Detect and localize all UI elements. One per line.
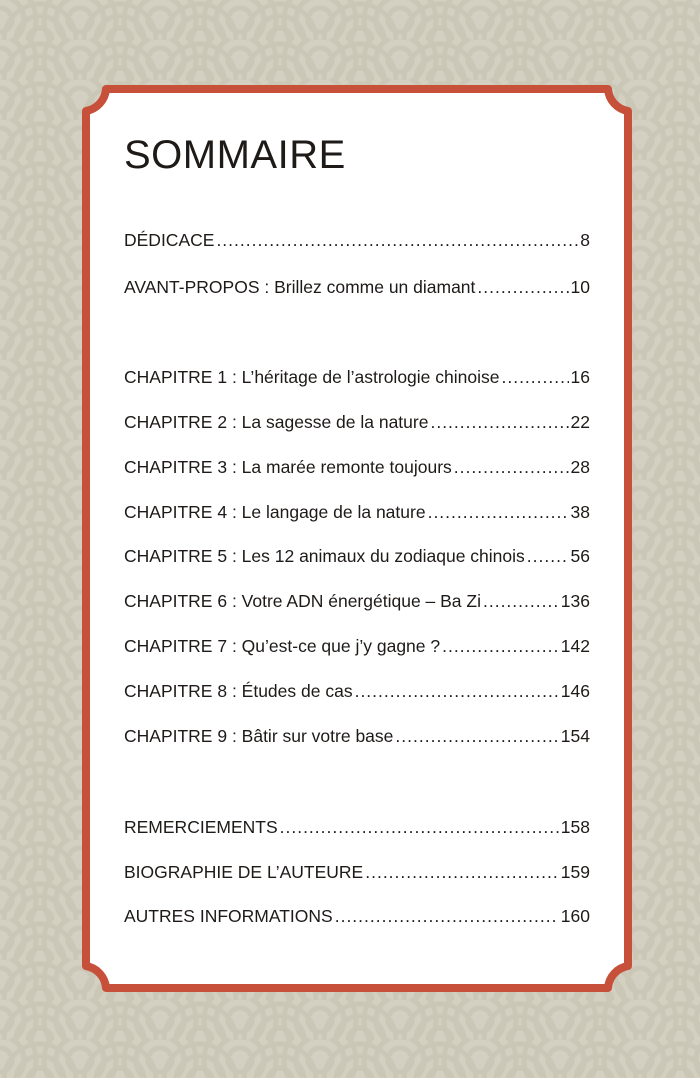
toc-entry-page: 28 xyxy=(570,457,590,477)
dot-leader xyxy=(355,681,559,702)
dot-leader xyxy=(365,862,559,883)
toc-entry-page: 22 xyxy=(570,412,590,432)
toc-entry[interactable] xyxy=(124,367,590,388)
toc-entry-label: CHAPITRE 6 : Votre ADN énergétique – Ba Zi xyxy=(124,591,481,611)
toc-entry[interactable] xyxy=(124,591,590,612)
toc-entry-label: AVANT-PROPOS : Brillez comme un diamant xyxy=(124,277,476,297)
page-title: SOMMAIRE xyxy=(124,133,346,177)
toc-entry-label: BIOGRAPHIE DE L’AUTEURE xyxy=(124,862,364,882)
toc-entry[interactable] xyxy=(124,457,590,478)
toc-entry-page: 8 xyxy=(580,230,590,250)
dot-leader xyxy=(477,277,568,298)
toc-entry-label: CHAPITRE 2 : La sagesse de la nature xyxy=(124,412,429,432)
toc-entry[interactable] xyxy=(124,502,590,523)
toc-entry-label: REMERCIEMENTS xyxy=(124,817,278,837)
dot-leader xyxy=(454,457,569,478)
dot-leader xyxy=(430,412,568,433)
toc-entry-page: 38 xyxy=(570,502,590,522)
toc-entry-label: CHAPITRE 3 : La marée remonte toujours xyxy=(124,457,452,477)
toc-entry[interactable] xyxy=(124,636,590,657)
toc-entry-page: 146 xyxy=(560,681,590,701)
toc-entry-label: CHAPITRE 5 : Les 12 animaux du zodiaque chinois xyxy=(124,546,525,566)
toc-entry-label: CHAPITRE 1 : L’héritage de l’astrologie chinoise xyxy=(124,367,500,387)
toc-entry[interactable] xyxy=(124,681,590,702)
toc-entry-page: 160 xyxy=(560,906,590,926)
toc-entry[interactable] xyxy=(124,726,590,747)
toc-entry[interactable] xyxy=(124,817,590,838)
dot-leader xyxy=(395,726,558,747)
toc-entry[interactable] xyxy=(124,277,590,298)
dot-leader xyxy=(216,230,578,251)
dot-leader xyxy=(428,502,569,523)
dot-leader xyxy=(527,546,569,567)
dot-leader xyxy=(501,367,568,388)
toc-entry[interactable] xyxy=(124,546,590,567)
toc-entry-page: 154 xyxy=(560,726,590,746)
dot-leader xyxy=(335,906,559,927)
toc-entry-page: 142 xyxy=(560,636,590,656)
toc-entry-page: 56 xyxy=(570,546,590,566)
dot-leader xyxy=(483,591,559,612)
dot-leader xyxy=(280,817,559,838)
toc-entry-label: CHAPITRE 8 : Études de cas xyxy=(124,681,353,701)
dot-leader xyxy=(442,636,559,657)
toc-entry-page: 10 xyxy=(570,277,590,297)
toc-entry-label: AUTRES INFORMATIONS xyxy=(124,906,333,926)
toc-entry-page: 158 xyxy=(560,817,590,837)
toc-entry-page: 136 xyxy=(560,591,590,611)
toc-entry-label: CHAPITRE 4 : Le langage de la nature xyxy=(124,502,426,522)
toc-entry-label: DÉDICACE xyxy=(124,230,215,250)
toc-entry-label: CHAPITRE 9 : Bâtir sur votre base xyxy=(124,726,394,746)
toc-entry[interactable] xyxy=(124,230,590,251)
toc-entry-page: 16 xyxy=(570,367,590,387)
toc-entry[interactable] xyxy=(124,862,590,883)
toc-entry-label: CHAPITRE 7 : Qu’est-ce que j’y gagne ? xyxy=(124,636,441,656)
toc-entry[interactable] xyxy=(124,906,590,927)
toc-entry-page: 159 xyxy=(560,862,590,882)
toc-entry[interactable] xyxy=(124,412,590,433)
